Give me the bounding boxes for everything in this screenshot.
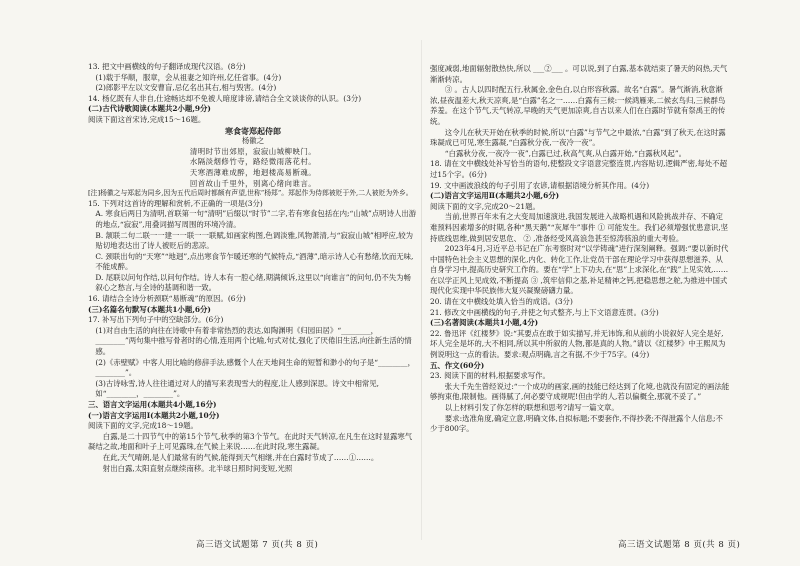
right-page-footer: 高三语文试题第 8 页(共 8 页): [618, 540, 741, 550]
text-line: 13. 把文中画横线的句子翻译成现代汉语。(8分): [88, 62, 246, 71]
left-page: [88, 62, 418, 552]
poem-line: 水隔淡烟修竹寺，路经微雨落花村。: [189, 157, 317, 167]
text-line: 16. 请结合全诗分析颈联“易断魂”的原因。(6分): [88, 294, 246, 304]
poem-line: 清明时节出郊原，寂寂山城柳映门。: [189, 146, 317, 156]
text-line: (三)名著阅读(本题共1小题,4分): [430, 318, 539, 328]
page-spine: [421, 40, 422, 540]
poem-title: 寒食寄郑起侍郎: [225, 125, 281, 136]
right-page: [430, 64, 730, 554]
text-line: (1)载于华顺，服章，会从祖妻之知许州,亿任省事。(4分): [95, 72, 282, 82]
text-line: 阅读下面的文字,完成20～21题。: [430, 201, 540, 211]
text-line: B. 颔联二句二联一一建一一联一一联赋,如画家构图,色调淡雅,风物萧清,与“寂寂山城”相呼应,较为贴切地表达出了诗人被贬后的悲凉。: [95, 230, 414, 251]
text-line: (1)对自由生活的向往在诗歌中有着非常热烈的表达,如陶渊明《归园田居》“________，________”两句集中推写骨者时的心情,连用两个比喻,句式对仗,强化了厌倦旧生活,向往新生活的情感。: [95, 325, 412, 357]
poem-note: [注]杨徽之与郑起为同乡,因为五代后周时都颇有声望,世称“杨郑”。郑起作为侍郎被贬于外,二人被贬为外乡。: [88, 189, 413, 198]
poem-lines: [88, 147, 418, 189]
text-line: (三)名篇名句默写(本题共1小题,6分): [88, 304, 211, 314]
left-page-footer: 高三语文试题第 7 页(共 8 页): [196, 540, 319, 550]
left-lines-top: [88, 62, 418, 126]
text-line: 射出白露,太阳直射点继续南移。北半球日照时间变短,光照: [102, 463, 293, 473]
text-line: 五、作文(60分): [430, 360, 485, 370]
poem-line: 天寒酒薄难成醉，地迥楼高易断魂。: [189, 167, 317, 177]
text-line: (二)古代诗歌阅读(本题共2小题,9分): [88, 104, 211, 114]
text-line: A. 寒食后两日为清明,首联第一句“清明”后缀以“时节”二字,若有寒食包括在内;“山城”点明诗人出游的地点,“寂寂”,用叠词描写周围的环境冷清。: [95, 209, 417, 229]
text-line: 15. 下列对这首诗的理解和赏析,不正确的一项是(3分): [88, 198, 263, 208]
text-line: 当前,世界百年未有之大变局加速演进,我国发展进入战略机遇和风险挑战并存、不确定难预料因素增多的时期,各种“黑天鹅”“灰犀牛”事件 ① 可能发生。我们必须增强忧患意识,坚持底线思维,做到居安思危、 ② ,准备经受风高浪急甚至惊涛骇浪的重大考验。: [430, 212, 728, 243]
poem-author: 杨徽之: [241, 136, 265, 146]
text-line: 这令儿在秋天开始在秋季的时候,所以“白露”与节气之中最浓,“白露”到了秋天,在这时露珠凝成已可见,寒生露凝,“白露秋分夜,一夜冷一夜”。: [430, 127, 726, 148]
text-line: 张大千先生曾经说过:“一个成功的画家,画的技能已经达到了化境,也就没有固定的画法能够拘束他,限制他。画得腻了,何必要守成规呢!但由学的人,若以偏概全,那就不妥了。”: [430, 381, 730, 402]
left-lines-bottom: [88, 199, 418, 474]
text-line: 白露,是二十四节气中的第15个节气,秋季的第3个节气。在此时天气转凉,在凡生在这时显露寒气凝结之故,地面和叶子上可见露珠,在气候上来说……在此时段,寒生露凝。: [88, 431, 413, 452]
poem-line: 回首故山千里外，别离心绪向谁言。: [189, 178, 317, 188]
text-line: 阅读下面这首宋诗,完成15～16题。: [88, 114, 206, 124]
text-line: “白露秋分夜,一夜冷一夜”,白露已过,秋高气爽,从白露开始,“白露秋风起”。: [444, 148, 686, 158]
text-line: 17. 补写出下列句子中的空缺部分。(6分): [88, 315, 224, 325]
text-line: (3)古诗咏雪,诗人往往通过对人的描写来表现雪大的程度,让人感到深思。诗文中相常见,如“________，________”。: [95, 378, 379, 399]
text-line: ③ 。古人以四时配五行,秋属金,金色白,以白形容秋露。故名“白露”。暑气渐消,秋意渐浓,昼夜温差大,秋天凉爽,是“白露”名之一……白露有三候:一候鸿雁来,二候玄鸟归,三候群鸟养羞。在这个节气,天气转凉,早晚的天气更加凉爽,自古以来人们在白露时节就有祭禹王的传统。: [430, 85, 726, 126]
text-line: 21. 修改文中画横线的句子,并使之句式整齐,与上下文语意连贯。(3分): [430, 307, 659, 317]
text-line: 20. 请在文中横线处填入恰当的成语。(3分): [430, 297, 573, 307]
text-line: C. 颈联出句的“天寒”“地迥”,点出寒食节乍暖还寒的气候特点,“酒薄”,暗示诗人心有愁绪,饮而无味,不能成醉。: [95, 251, 414, 272]
text-line: 23. 阅读下面的材料,根据要求写作。: [430, 371, 550, 381]
text-line: 18. 请在文中横线处补写恰当的语句,使整段文字语意完整连贯,内容贴切,逻辑严密,每处不超过15个字。(6分): [430, 159, 727, 179]
text-line: 强度减弱,地面辐射散热快,所以 ___②___ 。可以说,到了白露,基本就结束了暑天的闷热,天气渐渐转凉。: [430, 64, 728, 84]
text-line: (2)郎影平左以文安曹盲,忌亿名出其右,相与毁害。(4分): [95, 83, 277, 93]
text-line: 2023年4月,习近平总书记在广东考察时对“以学铸魂”进行深刻阐释。强调:“要以新时代中国特色社会主义思想的深化,内化、转化工作,让党员干部在理论学习中获得思想滋养、从自身学习中,提高历史研究工作的。要在“学”上下功夫,在“思”上求深化,在“践”上见实效,……在以学正风上见成效,不断提高 ③ ,筑牢信仰之基,补足精神之钙,把稳思想之舵,为推进中国式现代化实现中华民族伟大复兴凝聚磅礴力量。: [430, 244, 729, 296]
text-line: D. 尾联以问句作结,以问句作结。诗人本有一腔心绪,期满倾诉,这里以“向谁言”的问句,仍不失为畅叙心之愁言,与全诗的基调和谐一致。: [95, 272, 411, 293]
text-line: 阅读下面的文字,完成18～19题。: [88, 421, 198, 431]
text-line: 22. 鲁迅评《红楼梦》说:“其要点在敢于如实描写,并无讳饰,和从前的小说叙好人完全是好,坏人完全是坏的,大不相同,所以其中所叙的人物,都是真的人物。”请以《红楼梦》中王熙凤为例说明这一点的看法。要求:观点明确,言之有据,不少于75字。(4分): [430, 328, 726, 360]
poem-block: [88, 126, 418, 190]
right-lines: [430, 64, 730, 435]
text-line: 14. 杨亿既有人非自,仕途畅达却不免被人暗度诽谤,请结合全文谈谈你的认识。(3分): [88, 93, 362, 103]
text-line: 19. 文中画波浪线的句子引用了农谚,请根据语境分析其作用。(4分): [430, 180, 650, 190]
text-line: 以上材料引发了你怎样的联想和思考?请写一篇文章。: [444, 403, 619, 412]
text-line: (二)语言文字运用Ⅱ(本题共2小题,6分): [430, 191, 560, 201]
text-line: 三、语言文字运用(本题共4小题,16分): [88, 400, 217, 409]
text-line: (一)语言文字运用Ⅰ(本题共2小题,10分): [88, 410, 220, 420]
text-line: 要求:选准角度,确定立意,明确文体,自拟标题;不要套作,不得抄袭;不得泄露个人信息;不少于800字。: [430, 413, 723, 434]
text-line: (2)《赤壁赋》中客人用比喻的修辞手法,感慨个人在天地间生命的短暂和渺小的句子是“________，________”。: [95, 357, 416, 378]
text-line: 在此,天气晴朗,是人们最常有的气候,能得到天气相继,并在白露时节成了……①……。: [102, 452, 379, 462]
